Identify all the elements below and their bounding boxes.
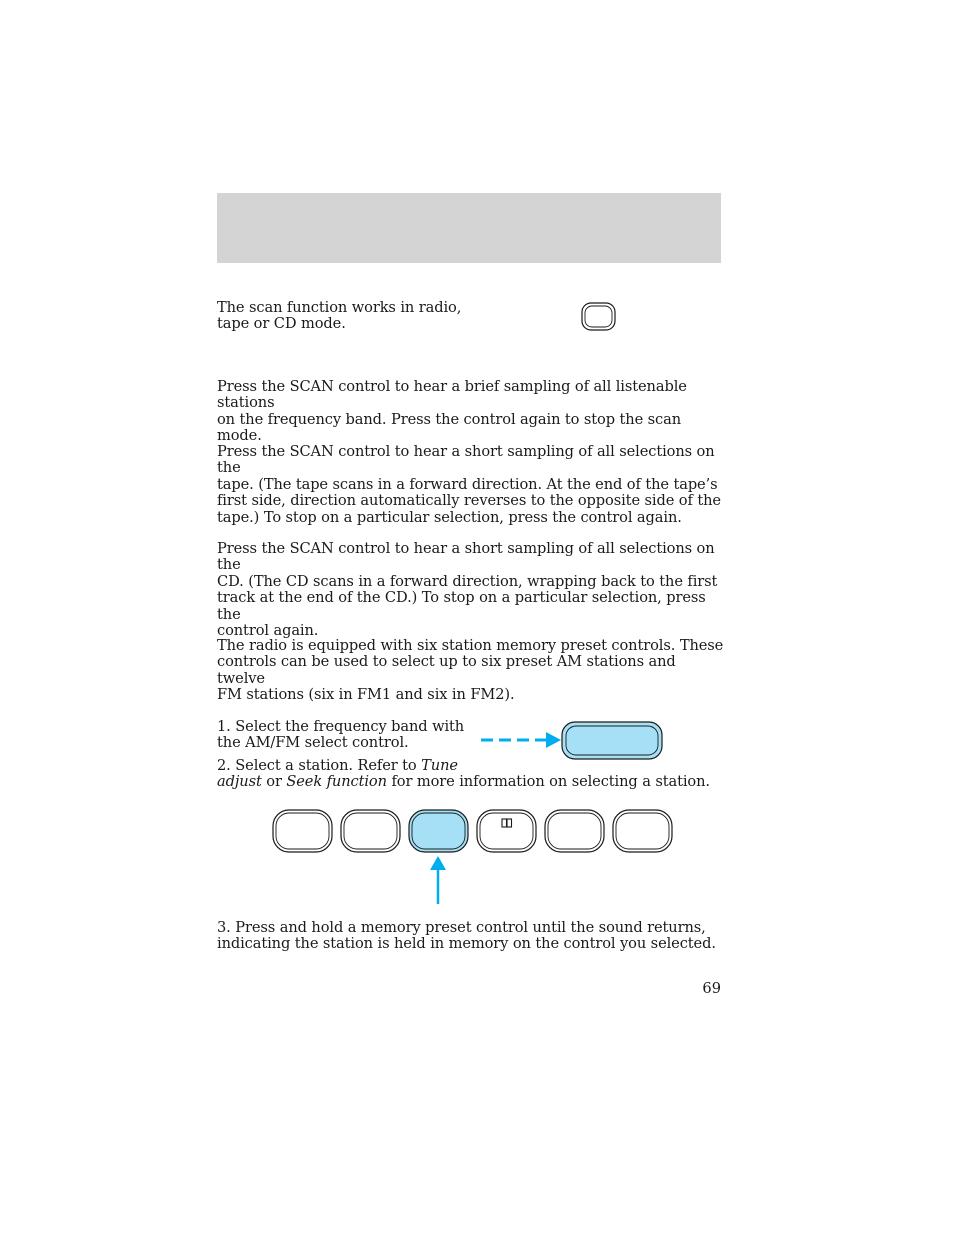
text-run: or <box>261 773 287 791</box>
tune-adjust-reference-cont: adjust <box>217 773 262 791</box>
text-run: for more information on selecting a station. <box>386 773 710 791</box>
scan-button[interactable] <box>582 303 615 330</box>
radio-scan-paragraph <box>217 379 727 445</box>
arrow-to-preset-3 <box>430 856 446 904</box>
preset-button-2[interactable] <box>341 810 400 852</box>
step-1-paragraph <box>217 719 467 752</box>
text-run: 2. Select a station. Refer to <box>217 757 422 774</box>
text-line: Press the SCAN control to hear a short sampling of all selections on the <box>217 540 715 574</box>
page-number: 69 <box>702 980 721 997</box>
text-line: The scan function works in radio, <box>217 299 462 316</box>
text-line <box>217 774 727 790</box>
text-line: controls can be used to select up to six preset AM stations and twelve <box>217 653 676 687</box>
text-line: the AM/FM select control. <box>217 734 409 752</box>
text-line: control again. <box>217 622 319 640</box>
preset-button-row <box>273 810 672 852</box>
text-line: Press the SCAN control to hear a brief sampling of all listenable stations <box>217 378 687 412</box>
dolby-double-d-icon <box>502 819 512 827</box>
text-line: on the frequency band. Press the control again to stop the scan mode. <box>217 410 682 445</box>
text-line: The radio is equipped with six station memory preset controls. These <box>217 637 724 654</box>
seek-function-reference: Seek function <box>286 773 387 791</box>
text-line: CD. (The CD scans in a forward direction, wrapping back to the first <box>217 572 718 590</box>
step-3-paragraph <box>217 920 727 953</box>
text-line: tape or CD mode. <box>217 315 346 333</box>
text-line: Press the SCAN control to hear a short sampling of all selections on the <box>217 443 715 477</box>
step-2-paragraph <box>217 758 727 791</box>
text-line: 3. Press and hold a memory preset control until the sound returns, <box>217 919 706 936</box>
text-line: track at the end of the CD.) To stop on a particular selection, press the <box>217 589 706 623</box>
preset-intro-paragraph <box>217 638 727 704</box>
tape-scan-paragraph <box>217 444 727 526</box>
text-line: indicating the station is held in memory on the control you selected. <box>217 935 716 953</box>
dashed-arrow-to-amfm <box>481 732 561 748</box>
section-header-band <box>217 193 721 263</box>
preset-button-1[interactable] <box>273 810 332 852</box>
preset-button-6[interactable] <box>613 810 672 852</box>
text-line: 1. Select the frequency band with <box>217 718 465 735</box>
text-line <box>217 758 727 774</box>
cd-scan-paragraph <box>217 541 727 639</box>
text-line: tape.) To stop on a particular selection, press the control again. <box>217 508 682 526</box>
text-line: tape. (The tape scans in a forward direction. At the end of the tape’s <box>217 475 718 493</box>
preset-button-5[interactable] <box>545 810 604 852</box>
text-line: FM stations (six in FM1 and six in FM2). <box>217 686 515 704</box>
preset-button-3[interactable] <box>409 810 468 852</box>
scan-intro-paragraph <box>217 300 467 333</box>
preset-button-4[interactable] <box>477 810 536 852</box>
text-line: first side, direction automatically reverses to the opposite side of the <box>217 492 721 510</box>
amfm-select-button[interactable] <box>562 722 662 759</box>
tune-adjust-reference: Tune <box>421 757 458 774</box>
